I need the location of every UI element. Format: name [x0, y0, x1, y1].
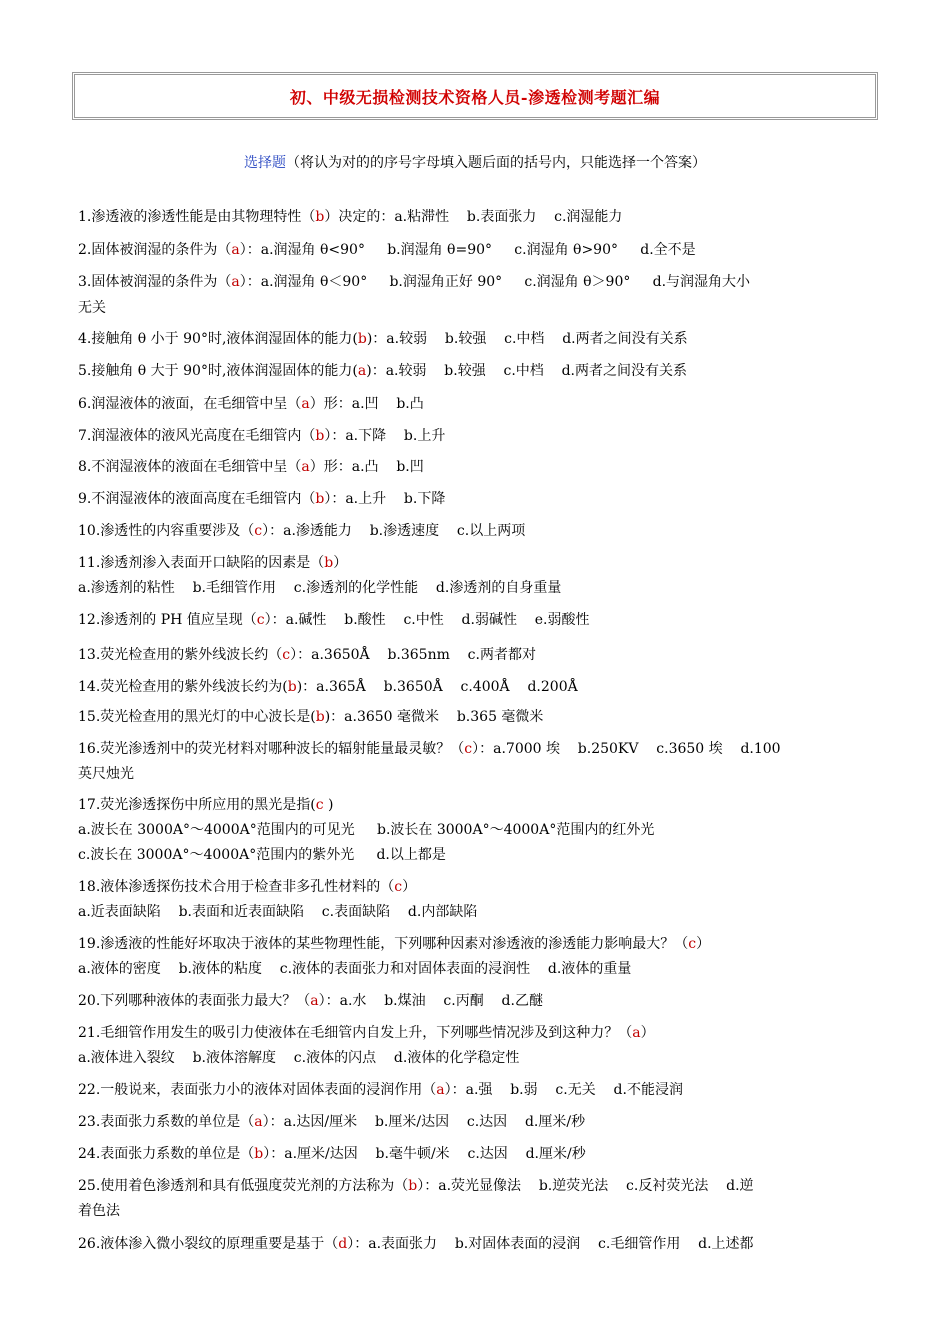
question-line	[78, 957, 878, 982]
question-options: ）形：a.凹 b.凸	[309, 396, 424, 412]
question-options: ）	[402, 879, 417, 895]
question-text: 5.接触角 θ 大于 90°时,液体润湿固体的能力(	[78, 363, 358, 379]
question-options: ）：a.达因/厘米 b.厘米/达因 c.达因 d.厘米/秒	[262, 1114, 586, 1130]
answer-letter: c	[688, 936, 697, 952]
question-text: 10.渗透性的内容重要涉及（	[78, 523, 255, 539]
answer-letter: d	[338, 1236, 348, 1252]
title-frame	[72, 72, 878, 120]
question-line	[78, 1046, 878, 1071]
question-line	[78, 296, 878, 321]
answer-letter: c	[256, 612, 265, 628]
answer-letter: b	[408, 1178, 418, 1194]
question-options: ）决定的：a.粘滞性 b.表面张力 c.润湿能力	[324, 209, 623, 225]
question-line	[78, 818, 878, 843]
answer-letter: c	[282, 647, 291, 663]
question-text: 8.不润湿液体的液面在毛细管中呈（	[78, 459, 302, 475]
question-item	[78, 551, 878, 576]
question-text: 2.固体被润湿的条件为（	[78, 242, 232, 258]
question-text: 13.荧光检查用的紫外线波长约（	[78, 647, 283, 663]
question-text: a.液体的密度 b.液体的粘度 c.液体的表面张力和对固体表面的浸润性 d.液体的重量	[78, 961, 632, 977]
question-item	[78, 238, 878, 263]
question-item	[78, 487, 878, 512]
answer-letter: b	[357, 331, 367, 347]
answer-letter: a	[357, 363, 367, 379]
question-text: 着色法	[78, 1203, 120, 1219]
question-options: ）：a.3650Å b.365nm c.两者都对	[290, 647, 536, 663]
answer-letter: a	[231, 242, 240, 258]
question-options: ）形：a.凸 b.凹	[309, 459, 424, 475]
answer-letter: a	[301, 396, 310, 412]
question-text: 21.毛细管作用发生的吸引力使液体在毛细管内自发上升，下列哪些情况涉及到这种力？（	[78, 1025, 633, 1041]
section-instruction	[0, 152, 950, 172]
question-text: 9.不润湿液体的液面高度在毛细管内（	[78, 491, 316, 507]
question-item	[78, 1021, 878, 1046]
question-text: 7.润湿液体的液风光高度在毛细管内（	[78, 428, 316, 444]
question-options: ）：a.下降 b.上升	[324, 428, 446, 444]
answer-letter: b	[315, 209, 325, 225]
question-text: c.波长在 3000A°～4000A°范围内的紫外光 d.以上都是	[78, 847, 446, 863]
question-text: 26.液体渗入微小裂纹的原理重要是基于（	[78, 1236, 339, 1252]
question-options: )：a.365Å b.3650Å c.400Å d.200Å	[296, 679, 578, 695]
question-line	[78, 900, 878, 925]
answer-letter: a	[436, 1082, 445, 1098]
question-options: ）：a.7000 埃 b.250KV c.3650 埃 d.100	[472, 741, 781, 757]
question-line	[78, 1199, 878, 1224]
question-options: ）：a.上升 b.下降	[324, 491, 446, 507]
question-item	[78, 875, 878, 900]
question-text: 15.荧光检查用的黑光灯的中心波长是(	[78, 709, 316, 725]
question-text: 14.荧光检查用的紫外线波长约为(	[78, 679, 288, 695]
question-line	[78, 762, 878, 787]
question-item	[78, 519, 878, 544]
question-item	[78, 270, 878, 295]
instruction-text: （将认为对的的序号字母填入题后面的括号内，只能选择一个答案）	[286, 155, 706, 171]
answer-letter: a	[301, 459, 310, 475]
question-line	[78, 576, 878, 601]
question-options: )：a.3650 毫微米 b.365 毫微米	[324, 709, 544, 725]
answer-letter: a	[231, 274, 240, 290]
answer-letter: c	[394, 879, 403, 895]
page-title: 初、中级无损检测技术资格人员-渗透检测考题汇编	[289, 87, 661, 107]
question-item	[78, 1142, 878, 1167]
question-options: ）：a.厘米/达因 b.毫牛顿/米 c.达因 d.厘米/秒	[263, 1146, 586, 1162]
question-text: 11.渗透剂渗入表面开口缺陷的因素是（	[78, 555, 325, 571]
question-item	[78, 1232, 878, 1257]
question-item	[78, 989, 878, 1014]
question-item	[78, 608, 878, 633]
answer-letter: b	[324, 555, 334, 571]
question-item	[78, 205, 878, 230]
question-text: 22.一般说来，表面张力小的液体对固体表面的浸润作用（	[78, 1082, 437, 1098]
question-item	[78, 392, 878, 417]
question-options: ）	[333, 555, 348, 571]
question-options: )：a.较弱 b.较强 c.中档 d.两者之间没有关系	[366, 331, 688, 347]
question-text: a.液体进入裂纹 b.液体溶解度 c.液体的闪点 d.液体的化学稳定性	[78, 1050, 520, 1066]
question-options: ）：a.润湿角 θ<90° b.润湿角 θ=90° c.润湿角 θ>90° d.全不是	[239, 242, 696, 258]
question-text: a.波长在 3000A°～4000A°范围内的可见光 b.波长在 3000A°～4000A°范围内的红外光	[78, 822, 655, 838]
answer-letter: c	[464, 741, 473, 757]
question-text: 3.固体被润湿的条件为（	[78, 274, 232, 290]
section-keyword: 选择题	[244, 155, 286, 171]
question-item	[78, 932, 878, 957]
question-options: )：a.较弱 b.较强 c.中档 d.两者之间没有关系	[366, 363, 688, 379]
question-line	[78, 843, 878, 868]
answer-letter: b	[287, 679, 297, 695]
question-item	[78, 675, 878, 700]
question-item	[78, 1110, 878, 1135]
question-item	[78, 1078, 878, 1103]
question-options: ）：a.水 b.煤油 c.丙酮 d.乙醚	[318, 993, 543, 1009]
question-item	[78, 1174, 878, 1199]
question-options: ）：a.碱性 b.酸性 c.中性 d.弱碱性 e.弱酸性	[264, 612, 590, 628]
answer-letter: a	[310, 993, 319, 1009]
answer-letter: c	[254, 523, 263, 539]
question-text: a.近表面缺陷 b.表面和近表面缺陷 c.表面缺陷 d.内部缺陷	[78, 904, 478, 920]
answer-letter: c	[315, 797, 324, 813]
question-item	[78, 424, 878, 449]
question-options: ）：a.表面张力 b.对固体表面的浸润 c.毛细管作用 d.上述都	[347, 1236, 754, 1252]
question-item	[78, 359, 878, 384]
question-options: ）	[640, 1025, 655, 1041]
question-text: 12.渗透剂的 PH 值应呈现（	[78, 612, 257, 628]
answer-letter: b	[254, 1146, 264, 1162]
question-text: 23.表面张力系数的单位是（	[78, 1114, 255, 1130]
question-options: ）：a.荧光显像法 b.逆荧光法 c.反衬荧光法 d.逆	[417, 1178, 754, 1194]
answer-letter: b	[315, 491, 325, 507]
answer-letter: b	[315, 709, 325, 725]
question-text: 英尺烛光	[78, 766, 134, 782]
question-text: 1.渗透液的渗透性能是由其物理特性（	[78, 209, 316, 225]
question-text: 6.润湿液体的液面，在毛细管中呈（	[78, 396, 302, 412]
question-options: ）：a.润湿角 θ＜90° b.润湿角正好 90° c.润湿角 θ＞90° d.与润湿角大小	[239, 274, 751, 290]
question-text: 18.液体渗透探伤技术合用于检查非多孔性材料的（	[78, 879, 395, 895]
answer-letter: a	[632, 1025, 641, 1041]
question-text: 4.接触角 θ 小于 90°时,液体润湿固体的能力(	[78, 331, 358, 347]
question-options: ）：a.强 b.弱 c.无关 d.不能浸润	[444, 1082, 683, 1098]
question-text: 25.使用着色渗透剂和具有低强度荧光剂的方法称为（	[78, 1178, 409, 1194]
question-options: )	[323, 797, 334, 813]
question-text: 17.荧光渗透探伤中所应用的黑光是指(	[78, 797, 316, 813]
answer-letter: a	[254, 1114, 263, 1130]
question-text: a.渗透剂的粘性 b.毛细管作用 c.渗透剂的化学性能 d.渗透剂的自身重量	[78, 580, 562, 596]
question-text: 19.渗透液的性能好坏取决于液体的某些物理性能，下列哪种因素对渗透液的渗透能力影响最大？（	[78, 936, 689, 952]
question-item	[78, 705, 878, 730]
question-text: 24.表面张力系数的单位是（	[78, 1146, 255, 1162]
question-text: 16.荧光渗透剂中的荧光材料对哪种波长的辐射能量最灵敏？（	[78, 741, 465, 757]
question-item	[78, 643, 878, 668]
question-item	[78, 793, 878, 818]
question-text: 无关	[78, 300, 106, 316]
question-item	[78, 737, 878, 762]
question-item	[78, 327, 878, 352]
question-text: 20.下列哪种液体的表面张力最大？（	[78, 993, 311, 1009]
question-item	[78, 455, 878, 480]
question-options: ）	[696, 936, 711, 952]
answer-letter: b	[315, 428, 325, 444]
question-options: ）：a.渗透能力 b.渗透速度 c.以上两项	[262, 523, 526, 539]
